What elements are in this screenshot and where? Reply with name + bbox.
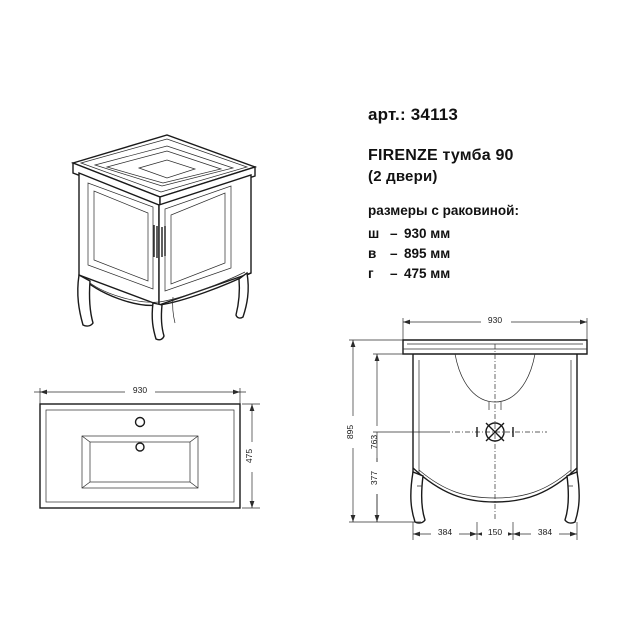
dimension-row-height [368, 246, 618, 261]
dimension-value-width: 930 мм [404, 226, 451, 241]
top-view [20, 378, 290, 553]
perspective-view [55, 105, 315, 345]
front-view-width-label: 930 [487, 315, 503, 325]
top-view-width-label: 930 [132, 385, 148, 395]
model-name-text: FIRENZE тумба 90 [368, 147, 514, 164]
dimension-row-width [368, 226, 618, 241]
dimension-key-height: в [368, 246, 377, 261]
model-name [368, 147, 618, 185]
dimension-key-width: ш [368, 226, 380, 241]
article-label: арт.: 34113 [368, 105, 459, 124]
dimension-dash-width: – [390, 226, 398, 241]
dimension-value-depth: 475 мм [404, 266, 451, 281]
front-view-height-low-label: 377 [369, 470, 379, 486]
dimension-dash-height: – [390, 246, 398, 261]
front-view-segment-right-label: 384 [537, 527, 553, 537]
spec-text-block [368, 105, 618, 286]
front-view-segment-center-label: 150 [487, 527, 503, 537]
top-view-depth-label: 475 [244, 448, 254, 464]
dimension-dash-depth: – [390, 266, 398, 281]
front-view-height-total-label: 895 [345, 424, 355, 440]
dimension-key-depth: г [368, 266, 374, 281]
front-view-segment-left-label: 384 [437, 527, 453, 537]
front-view-height-mid-label: 763 [369, 434, 379, 450]
model-subtitle: (2 двери) [368, 168, 438, 185]
dimensions-title: размеры с раковиной: [368, 203, 519, 218]
front-view [325, 310, 615, 555]
dimension-value-height: 895 мм [404, 246, 451, 261]
dimension-row-depth [368, 266, 618, 281]
